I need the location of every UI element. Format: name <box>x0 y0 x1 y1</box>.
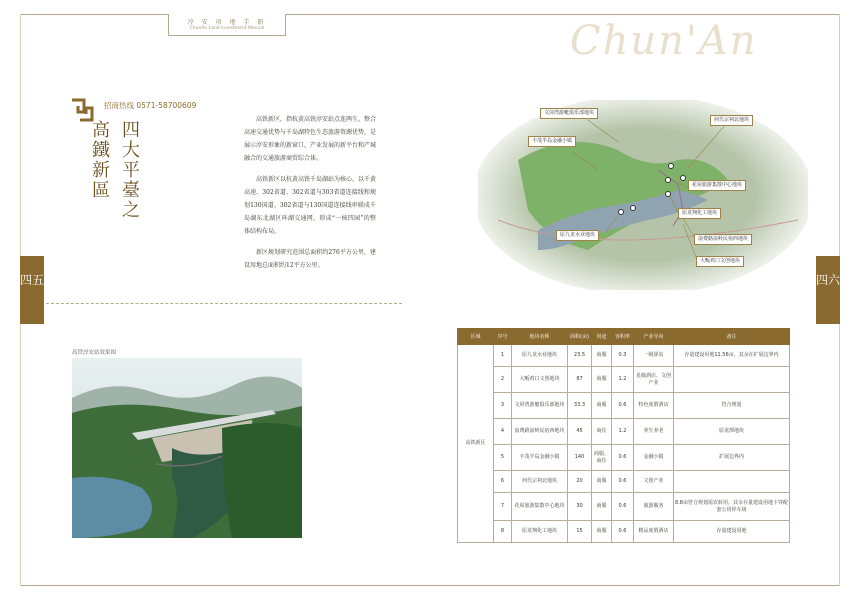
region-cell: 高铁新区 <box>458 345 494 543</box>
frame-bottom-line <box>20 585 840 586</box>
cell-far: 0.6 <box>612 471 634 493</box>
cell-no: 8 <box>494 521 512 543</box>
cell-far: 1.2 <box>612 367 634 393</box>
cell-name: 何氏宗祠北地块 <box>512 471 568 493</box>
cell-name: 花屋旅游集散中心地块 <box>512 493 568 521</box>
cell-far: 0.6 <box>612 393 634 419</box>
frame-top-line <box>20 14 840 15</box>
table-row <box>458 521 790 543</box>
cell-no: 3 <box>494 393 512 419</box>
cell-far: 0.6 <box>612 521 634 543</box>
cell-far: 1.2 <box>612 419 634 445</box>
col-header-no: 序号 <box>494 329 512 345</box>
cell-name: 浪费路浪岭民宿西地块 <box>512 419 568 445</box>
cell-industry: 旅游服务 <box>634 493 674 521</box>
section-divider <box>46 303 402 304</box>
cell-use: 商服、商住 <box>592 445 612 471</box>
map-label-langling: 浪费路浪岭民宿西地块 <box>694 234 752 245</box>
col-header-industry: 产业导向 <box>634 329 674 345</box>
cell-use: 商服 <box>592 521 612 543</box>
intro-paragraph-1: 高铁新区，指杭黄高铁淳安站点连两生，整合高速交通优势与千岛湖特色生态旅游资源优势，是展示淳安形象的新窗口，产业发展的新平台和产城融合的交通旅游商贸综合体。 <box>244 116 377 162</box>
photo-caption: 高铁淳安站效果图 <box>72 350 117 356</box>
cell-area: 30 <box>568 493 592 521</box>
col-header-name: 地块名称 <box>512 329 568 345</box>
station-rendering-image <box>72 358 302 538</box>
table-header-row <box>458 329 790 345</box>
cell-far: 0.6 <box>612 445 634 471</box>
col-header-remarks: 备注 <box>674 329 790 345</box>
running-header-title: 淳 安 項 地 手 冊 <box>187 19 267 26</box>
table-row <box>458 345 790 367</box>
page-tab-right <box>816 256 840 324</box>
cell-name: 大畈鸡口文创地块 <box>512 367 568 393</box>
map-label-longxiang: 原龙翔化工地块 <box>678 208 721 219</box>
fret-logo-icon <box>70 98 94 122</box>
cell-use: 商服 <box>592 345 612 367</box>
cell-area: 23.5 <box>568 345 592 367</box>
running-header <box>168 14 286 36</box>
cell-area: 140 <box>568 445 592 471</box>
section-title-line2: 高鐵新區 <box>89 120 110 200</box>
map-terrain <box>478 100 808 290</box>
map-label-wenping: 文屏湾游艇俱乐部地块 <box>540 108 598 119</box>
cell-use: 商服 <box>592 471 612 493</box>
cell-use: 商服 <box>592 493 612 521</box>
col-header-use: 用途 <box>592 329 612 345</box>
cell-name: 丰茂半岛金融小镇 <box>512 445 568 471</box>
cell-no: 1 <box>494 345 512 367</box>
map-label-heshi: 何氏宗祠北地块 <box>710 115 753 126</box>
investment-hotline: 招商热线 0571-58700609 <box>104 101 197 110</box>
cell-remarks <box>674 471 790 493</box>
intro-paragraph-2: 高铁新区以杭黄高铁千岛湖站为核心，以千黄高速、302省道、302省道与303省道连接线和规划130国道、302省道与130国道连接线串联成千岛湖东北湖区环湖交通网，形成“一核四园”的整体结构布局。 <box>244 176 377 235</box>
cell-industry: 金融小镇 <box>634 445 674 471</box>
cell-name: 文屏湾游艇俱乐部地块 <box>512 393 568 419</box>
cell-use: 商住 <box>592 419 612 445</box>
cell-area: 20 <box>568 471 592 493</box>
table-row <box>458 471 790 493</box>
map-label-jiulong: 原九龙水业地块 <box>556 230 599 241</box>
cell-industry: 特色度假酒店 <box>634 393 674 419</box>
cell-remarks: 存量建设用地 <box>674 521 790 543</box>
cell-no: 4 <box>494 419 512 445</box>
table-row <box>458 367 790 393</box>
map-label-fengmao: 丰茂半岛金融小镇 <box>528 136 576 147</box>
map-label-dafan: 大畈鸡口文创地块 <box>696 256 744 267</box>
page-tab-left <box>20 256 44 324</box>
location-map <box>478 100 808 290</box>
table-row <box>458 419 790 445</box>
brand-watermark-word: Chun'An <box>570 18 758 64</box>
cell-industry: 文创产业 <box>634 471 674 493</box>
running-header-subtitle: ChunAn Land Investment Manual <box>189 26 265 31</box>
cell-no: 6 <box>494 471 512 493</box>
col-header-far: 容积率 <box>612 329 634 345</box>
table-row <box>458 445 790 471</box>
cell-remarks: 原龙潭地块 <box>674 419 790 445</box>
cell-remarks <box>674 367 790 393</box>
page-number-left: 四五 <box>20 273 45 287</box>
section-title-line1: 四大平臺之 <box>119 120 140 220</box>
map-label-huawu: 花屋旅游集散中心地块 <box>688 180 746 191</box>
cell-far: 0.3 <box>612 345 634 367</box>
intro-text <box>244 113 376 280</box>
cell-use: 商服 <box>592 367 612 393</box>
cell-area: 33.3 <box>568 393 592 419</box>
col-header-area: 面积(亩) <box>568 329 592 345</box>
cell-name: 原龙翔化工地块 <box>512 521 568 543</box>
cell-remarks: 8.8亩符合规划需农转用，其余存量建设用地下穿配套公用停车场 <box>674 493 790 521</box>
cell-area: 15 <box>568 521 592 543</box>
cell-no: 7 <box>494 493 512 521</box>
table-row <box>458 493 790 521</box>
intro-paragraph-3: 新区规划研究范围总面积约276平方公里，建设用地总面积约12平方公里。 <box>244 249 376 269</box>
cell-remarks: 符合规划 <box>674 393 790 419</box>
cell-no: 2 <box>494 367 512 393</box>
cell-name: 原九龙水业地块 <box>512 345 568 367</box>
cell-industry: 星级酒店、文创产业 <box>634 367 674 393</box>
land-plot-table <box>457 328 790 543</box>
cell-industry: 养生养老 <box>634 419 674 445</box>
cell-industry: 精品度假酒店 <box>634 521 674 543</box>
cell-area: 87 <box>568 367 592 393</box>
cell-remarks: 扩展边界内 <box>674 445 790 471</box>
page-number-right: 四六 <box>816 273 841 287</box>
cell-remarks: 存量建设用地11.56亩，其余在扩展边界内 <box>674 345 790 367</box>
col-header-region: 区域 <box>458 329 494 345</box>
cell-use: 商服 <box>592 393 612 419</box>
cell-no: 5 <box>494 445 512 471</box>
cell-far: 0.6 <box>612 493 634 521</box>
table-row <box>458 393 790 419</box>
cell-area: 45 <box>568 419 592 445</box>
cell-industry: 一级驿站 <box>634 345 674 367</box>
